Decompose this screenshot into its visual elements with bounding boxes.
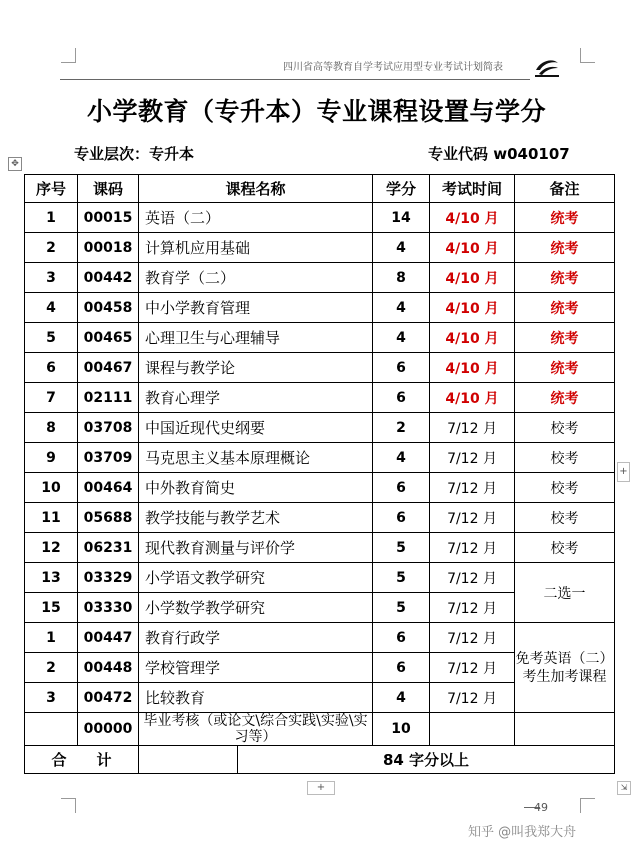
exam-time-cell: 4/10 月: [430, 383, 515, 413]
add-row-button[interactable]: +: [307, 781, 335, 795]
row-number-cell: 2: [25, 233, 78, 263]
table-row: [25, 323, 615, 353]
remark-cell: 统考: [515, 323, 615, 353]
credit-cell: 4: [373, 293, 430, 323]
row-number-cell: 6: [25, 353, 78, 383]
row-number-cell: 11: [25, 503, 78, 533]
crop-mark-top-right: [580, 48, 595, 63]
credit-cell: 6: [373, 623, 430, 653]
course-code-cell: 02111: [78, 383, 139, 413]
exam-time-cell: 4/10 月: [430, 293, 515, 323]
course-name-cell: 学校管理学: [139, 653, 373, 683]
exam-time-cell: 4/10 月: [430, 263, 515, 293]
table-row: [25, 533, 615, 563]
course-name-cell: 马克思主义基本原理概论: [139, 443, 373, 473]
table-row: [25, 293, 615, 323]
remark-cell: 统考: [515, 383, 615, 413]
crop-mark-top-left: [61, 48, 76, 63]
credit-cell: 4: [373, 323, 430, 353]
remark-cell: 统考: [515, 233, 615, 263]
major-level: 专业层次：专升本: [74, 145, 195, 163]
row-number-cell: 8: [25, 413, 78, 443]
row-number-cell: 2: [25, 653, 78, 683]
row-number-cell: 5: [25, 323, 78, 353]
remark-cell: 统考: [515, 203, 615, 233]
running-header: 四川省高等教育自学考试应用型专业考试计划简表: [283, 62, 503, 73]
credit-cell: 14: [373, 203, 430, 233]
course-table: [24, 174, 615, 774]
add-column-button[interactable]: +: [617, 462, 630, 482]
course-code-cell: 00018: [78, 233, 139, 263]
exam-time-cell: 4/10 月: [430, 203, 515, 233]
column-header: 学分: [373, 175, 430, 203]
crop-mark-bottom-right: [580, 798, 595, 813]
credit-cell: 6: [373, 353, 430, 383]
exam-time-cell: 7/12 月: [430, 533, 515, 563]
course-code-cell: 00465: [78, 323, 139, 353]
table-row: [25, 503, 615, 533]
page-number: 49: [534, 801, 548, 814]
table-row: [25, 263, 615, 293]
row-number-cell: 7: [25, 383, 78, 413]
course-name-cell: 教学技能与教学艺术: [139, 503, 373, 533]
header-rule: [60, 79, 530, 80]
table-row: [25, 713, 615, 746]
row-number-cell: 3: [25, 683, 78, 713]
remark-cell: 统考: [515, 293, 615, 323]
total-value: 84 字分以上: [238, 746, 615, 774]
exam-time-cell: 7/12 月: [430, 653, 515, 683]
course-name-cell: 教育行政学: [139, 623, 373, 653]
row-number-cell: 12: [25, 533, 78, 563]
total-label: 合 计: [25, 746, 139, 774]
exam-time-cell: 7/12 月: [430, 623, 515, 653]
course-code-cell: 03708: [78, 413, 139, 443]
table-row: [25, 443, 615, 473]
table-row: [25, 563, 615, 593]
total-row: [25, 746, 615, 774]
remark-cell: 校考: [515, 443, 615, 473]
exam-time-cell: 7/12 月: [430, 593, 515, 623]
credit-cell: 5: [373, 563, 430, 593]
course-code-cell: 00015: [78, 203, 139, 233]
watermark: 知乎 @叫我郑大舟: [468, 825, 577, 840]
credit-cell: 2: [373, 413, 430, 443]
course-code-cell: 03330: [78, 593, 139, 623]
table-row: [25, 623, 615, 653]
course-name-cell: 中小学教育管理: [139, 293, 373, 323]
course-code-cell: 00442: [78, 263, 139, 293]
course-name-cell: 中外教育简史: [139, 473, 373, 503]
course-code-cell: 00447: [78, 623, 139, 653]
remark-cell: 统考: [515, 263, 615, 293]
course-name-cell: 中国近现代史纲要: [139, 413, 373, 443]
course-name-cell: 教育心理学: [139, 383, 373, 413]
exam-time-cell: 7/12 月: [430, 473, 515, 503]
course-code-cell: 00000: [78, 713, 139, 746]
course-name-cell: 计算机应用基础: [139, 233, 373, 263]
table-row: [25, 203, 615, 233]
crop-mark-bottom-left: [61, 798, 76, 813]
table-header-row: [25, 175, 615, 203]
exam-time-cell: 4/10 月: [430, 353, 515, 383]
table-row: [25, 473, 615, 503]
table-move-handle-icon[interactable]: ✥: [8, 157, 22, 171]
row-number-cell: 9: [25, 443, 78, 473]
remark-cell: 校考: [515, 503, 615, 533]
exam-time-cell: 4/10 月: [430, 233, 515, 263]
credit-cell: 6: [373, 383, 430, 413]
course-code-cell: 00472: [78, 683, 139, 713]
row-number-cell: 3: [25, 263, 78, 293]
row-number-cell: 13: [25, 563, 78, 593]
row-number-cell: 1: [25, 203, 78, 233]
table-row: [25, 233, 615, 263]
credit-cell: 5: [373, 533, 430, 563]
course-name-cell: 教育学（二）: [139, 263, 373, 293]
course-name-cell: 小学数学教学研究: [139, 593, 373, 623]
total-blank-cell: [139, 746, 238, 774]
remark-cell: 统考: [515, 353, 615, 383]
remark-cell: [515, 713, 615, 746]
course-code-cell: 03709: [78, 443, 139, 473]
course-name-cell: 小学语文教学研究: [139, 563, 373, 593]
remark-cell: 校考: [515, 473, 615, 503]
credit-cell: 8: [373, 263, 430, 293]
exam-time-cell: 7/12 月: [430, 683, 515, 713]
course-code-cell: 00448: [78, 653, 139, 683]
page-title: 小学教育（专升本）专业课程设置与学分: [86, 97, 546, 126]
exam-time-cell: 7/12 月: [430, 503, 515, 533]
credit-cell: 5: [373, 593, 430, 623]
credit-cell: 6: [373, 473, 430, 503]
table-row: [25, 383, 615, 413]
course-name-cell: 心理卫生与心理辅导: [139, 323, 373, 353]
table-resize-handle-icon[interactable]: ⇲: [617, 781, 631, 795]
exam-time-cell: 7/12 月: [430, 563, 515, 593]
column-header: 序号: [25, 175, 78, 203]
column-header: 课程名称: [139, 175, 373, 203]
row-number-cell: 10: [25, 473, 78, 503]
exam-time-cell: 7/12 月: [430, 413, 515, 443]
course-code-cell: 00464: [78, 473, 139, 503]
credit-cell: 6: [373, 653, 430, 683]
remark-cell: 校考: [515, 533, 615, 563]
credit-cell: 4: [373, 233, 430, 263]
major-code: 专业代码 w040107: [428, 145, 570, 163]
row-number-cell: [25, 713, 78, 746]
course-code-cell: 00467: [78, 353, 139, 383]
credit-cell: 4: [373, 443, 430, 473]
course-name-cell: 英语（二）: [139, 203, 373, 233]
column-header: 备注: [515, 175, 615, 203]
course-code-cell: 03329: [78, 563, 139, 593]
column-header: 课码: [78, 175, 139, 203]
exam-time-cell: [430, 713, 515, 746]
extra-course-note-cell: 免考英语（二）考生加考课程: [515, 623, 615, 713]
course-code-cell: 00458: [78, 293, 139, 323]
table-row: [25, 353, 615, 383]
exam-time-cell: 7/12 月: [430, 443, 515, 473]
course-name-cell: 比较教育: [139, 683, 373, 713]
credit-cell: 6: [373, 503, 430, 533]
course-name-cell: 毕业考核（或论文\综合实践\实验\实习等）: [139, 713, 373, 746]
column-header: 考试时间: [430, 175, 515, 203]
row-number-cell: 4: [25, 293, 78, 323]
credit-cell: 10: [373, 713, 430, 746]
course-name-cell: 课程与教学论: [139, 353, 373, 383]
exam-logo-icon: [533, 54, 561, 78]
course-code-cell: 06231: [78, 533, 139, 563]
table-row: [25, 413, 615, 443]
row-number-cell: 15: [25, 593, 78, 623]
elective-note-cell: 二选一: [515, 563, 615, 623]
row-number-cell: 1: [25, 623, 78, 653]
exam-time-cell: 4/10 月: [430, 323, 515, 353]
remark-cell: 校考: [515, 413, 615, 443]
course-name-cell: 现代教育测量与评价学: [139, 533, 373, 563]
course-code-cell: 05688: [78, 503, 139, 533]
credit-cell: 4: [373, 683, 430, 713]
